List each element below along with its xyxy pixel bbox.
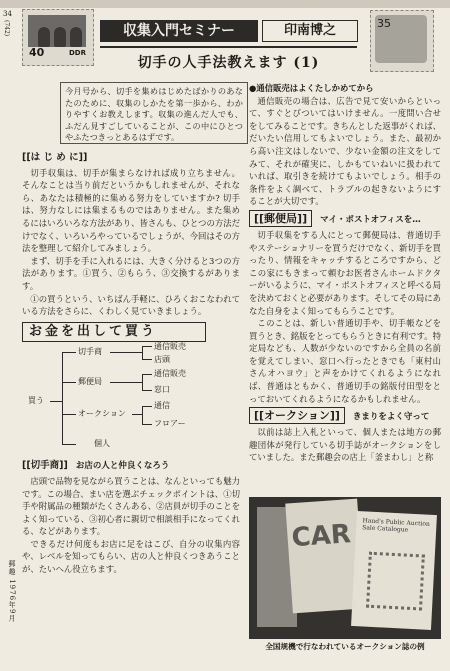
paragraph: 通信販売の場合は、広告で見て安いからといって、すぐとびついてはいけません。一度問い合せをしてみることです。きちんとした返事がくれば、だいたい信用してもよいでしょう。また、最初から高い注文はしないで、少ない金額の注文をしてみて、それが確実に、しかもていねいに扱われていれば、取引きを続けてもよいでしょう。相手の条件をよく調べて、トラブルの起きないようにすることが大切です。 (249, 95, 441, 207)
top-band (0, 0, 450, 8)
stamp-left-value: 40 (29, 46, 45, 59)
stamp-right-value: 35 (377, 17, 391, 30)
author-name: 印南博之 (262, 20, 358, 42)
paragraph: 以前は誌上入札といって、個人または地方の郵趣団体が発行している切手誌がオークションをしていました。また郵趣会の店上「釜まわし」と称 (249, 427, 441, 463)
series-title: 収集入門セミナー (100, 20, 258, 42)
photo-catalog-3 (351, 511, 437, 630)
tree-leaf-mailorder2: 通信販売 (154, 369, 186, 379)
tree-leaf-mail: 通信 (154, 401, 170, 411)
paragraph: まず、切手を手に入れるには、大きく分けると3つの方法があります。①買う、②もらう、③交換するがあります。 (22, 255, 240, 291)
stamp-left-image (22, 9, 94, 66)
section-auction-subtitle: きまりをよく守って (352, 412, 430, 423)
buy-methods-tree (22, 342, 240, 456)
section-dealer-heading (22, 460, 240, 473)
paragraph: このことは、新しい普通切手や、切手帳などを買うとき、銘版をとってもらうときに有利です。特定局なども、人数が少ないのですから全員の名前を覚えてしまい、窓口へ行ったときでも「東村山さんオハヨウ」と声をかけてくれるようになれば、普通はともかく、普通切手の銘版付田型をとっておいてくれるようになるかもしれません。 (249, 318, 441, 404)
photo-stamp-frame (366, 552, 425, 611)
section-dealer-subtitle: お店の人と仲良くなろう (75, 461, 170, 472)
tree-leaf-window: 窓口 (154, 385, 170, 395)
auction-catalog-photo (249, 497, 441, 639)
paragraph: 切手収集は、切手が集まらなければ成り立ちません。そんなことは当り前だというかもしれませんが、それなら、あなたは積極的に集める努力をしていますか? 切手は、努力なしには集まるものではありません。また集めるにはいろいろな方法があり、皆さんも、ひとつの方法だけでなく、いろいろやっているでしょうが、今回はその方法を整理して紹介してみましょう。 (22, 167, 240, 254)
paragraph: 店頭で品物を見ながら買うことは、なんといっても魅力です。この場合、まい店を選ぶチェックポイントは、①切手や附属品の種類がたくさんある、②店員が切手のことをよく知っている、③初心者に親切で相談相手になってくれる、などがあります。 (22, 475, 240, 537)
stamp-right-image (370, 10, 434, 72)
photo-big-text: CAR (290, 519, 352, 554)
section-postoffice-heading (249, 210, 441, 227)
bullet-heading: ●通信販売はよくたしかめてから (249, 83, 374, 93)
paragraph: できるだけ何度もお店に足をはこび、自分の収集内容や、レベルを知ってもらい、店の人と仲良くつきあうことが、たいへん役立ちます。 (22, 538, 240, 575)
tree-branch-individual: 個人 (94, 439, 110, 449)
paragraph: 切手収集をする人にとって郵便局は、普通切手やステーショナリーを買うだけでなく、新切手を買ったり、情報をキャッチするところですから、どこの家にもきまって頼むお医者さんホームドクターがいるように、マイ・ポストオフィスと呼べる局を決めておくと必要があります。そしてその局にあなた自身をよく知ってもらうことです。 (249, 229, 441, 316)
buy-heading-box: お金を出して買う (22, 322, 206, 343)
section-auction-heading (249, 407, 441, 424)
article-title: 切手の人手法教えます (1) (137, 55, 320, 71)
right-column (249, 82, 441, 464)
stamp-left-picture (28, 15, 86, 47)
left-column (22, 150, 240, 576)
photo-catalog-text: Hand's Public Auction Sale Catalogue (362, 517, 431, 534)
section-auction-title: [[オークション]] (249, 407, 345, 424)
tree-root: 買う (28, 396, 44, 406)
title-rule (100, 46, 357, 48)
section-postoffice-subtitle: マイ・ポストオフィスを… (320, 214, 421, 225)
tree-branch-dealer: 切手商 (78, 347, 102, 357)
photo-caption: 全国规機で行なわれているオークション誌の例 (265, 642, 425, 651)
paragraph: ①の買うという、いちばん手軽に、ひろくおこなわれている方法をさらに、くわしく見ていきましょう。 (22, 293, 240, 317)
spine-text: 郵趣 1976年9月 (8, 560, 16, 623)
page-number: 34 (3, 10, 12, 18)
section-postoffice-title: [[郵便局]] (249, 210, 312, 227)
section-dealer-title: [[切手商]] (22, 460, 68, 472)
page-number-paren: (742) (3, 20, 10, 37)
tree-leaf-mailorder: 通信販売 (154, 342, 186, 352)
section-intro-heading: [[は じ め に]] (22, 152, 88, 163)
tree-branch-auction: オークション (78, 409, 126, 419)
stamp-left-country: DDR (68, 49, 86, 57)
tree-branch-postoffice: 郵便局 (78, 377, 102, 387)
tree-leaf-store: 店頭 (154, 355, 170, 365)
lead-box: 今月号から、切手を集めはじめたばかりのあなたのために、収集のしかたを第一歩から、わかりやすくお教えします。収集の進んだ人でも、ふだん見すごしていることが、この中にひとつやふたつきっとあるはずです。 (60, 82, 248, 144)
tree-leaf-floor: フロアー (154, 419, 186, 429)
